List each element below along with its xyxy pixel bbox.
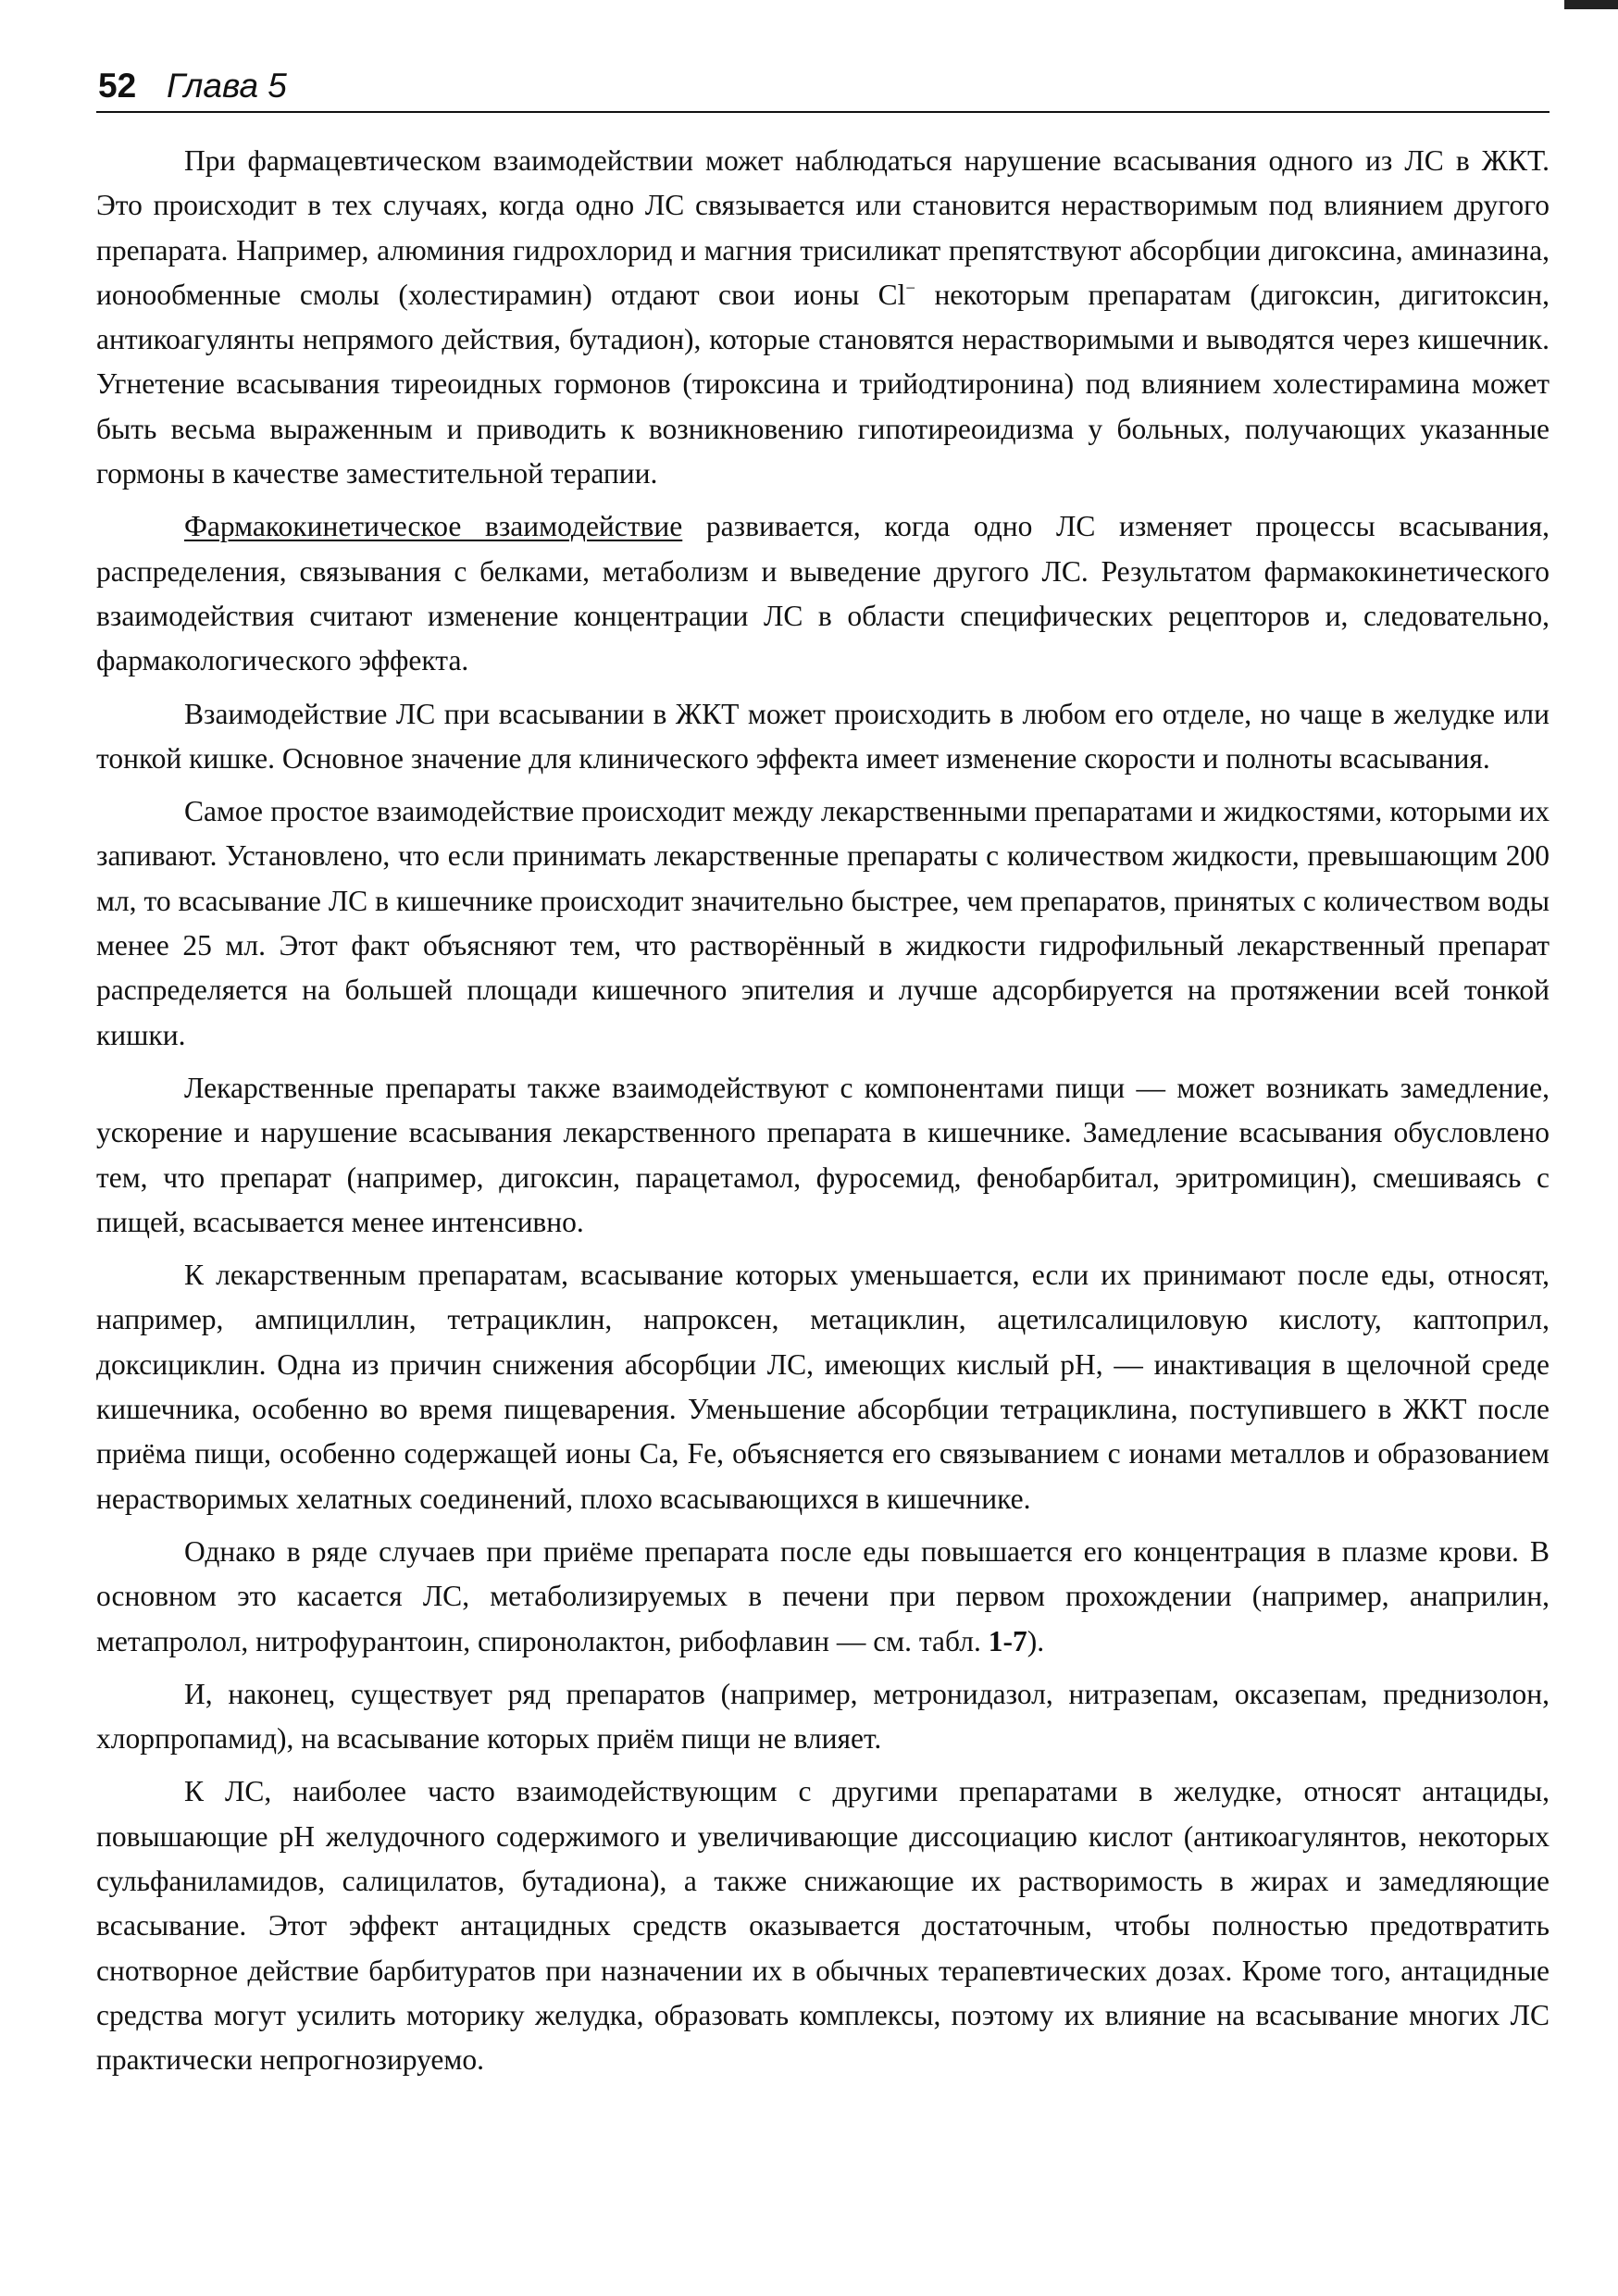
paragraph-text: Самое простое взаимодействие происходит между лекарственными препаратами и жидкостями, которыми их запивают. Установлено, что если принимать лекарственные препараты с количеством жидкости, превышающим 200 мл, то всасывание ЛС в кишечнике происходит значительно быстрее, чем препаратов, принятых с количеством воды менее 25 мл. Этот факт объясняют тем, что растворённый в жидкости гидрофильный лекарственный препарат распределяется на большей площади кишечного эпителия и лучше адсорбируется на протяжении всей тонкой кишки. (96, 795, 1550, 1051)
paragraph-pharmaceutical-interaction (96, 139, 1550, 496)
chapter-title: Глава 5 (167, 67, 287, 105)
chloride-charge-superscript: − (905, 279, 916, 299)
paragraph-antacids (96, 1769, 1550, 2082)
paragraph-text: К лекарственным препаратам, всасывание которых уменьшается, если их принимают после еды, относят, например, ампициллин, тетрациклин, напроксен, метациклин, ацетилсалициловую кислоту, каптоприл, доксициклин. Одна из причин снижения абсорбции ЛС, имеющих кислый pH, — инактивация в щелочной среде кишечника, особенно во время пищеварения. Уменьшение абсорбции тетрациклина, поступившего в ЖКТ после приёма пищи, особенно содержащей ионы Ca, Fe, объясняется его связыванием с ионами металлов и образованием нерастворимых хелатных соединений, плохо всасывающихся в кишечнике. (96, 1259, 1550, 1515)
table-reference: 1-7 (988, 1624, 1027, 1657)
paragraph-text: К ЛС, наиболее часто взаимодействующим с другими препаратами в желудке, относят антациды, повышающие pH желудочного содержимого и увеличивающие диссоциацию кислот (антикоагулянтов, некоторых сульфаниламидов, салицилатов, бутадиона), а также снижающие их растворимость в жирах и замедляющие всасывание. Этот эффект антацидных средств оказывается достаточным, чтобы полностью предотвратить снотворное действие барбитуратов при назначении их в обычных терапевтических дозах. Кроме того, антацидные средства могут усилить моторику желудка, образовать комплексы, поэтому их влияние на всасывание многих ЛС практически непрогнозируемо. (96, 1775, 1550, 2077)
paragraph-text-end: ). (1027, 1624, 1045, 1657)
paragraph-no-food-effect (96, 1672, 1550, 1762)
body-text (96, 139, 1550, 2091)
term-underlined: Фармакокинетическое взаимодействие (184, 510, 683, 543)
paragraph-text-continued: некоторым препаратам (дигоксин, дигитоксин, антикоагулянты непрямого действия, бутадион), которые становятся нерастворимыми и выводятся через кишечник. Угнетение всасывания тиреоидных гормонов (тироксина и трийодтиронина) под влиянием холестирамина может быть весьма выраженным и приводить к возникновению гипотиреоидизма у больных, получающих указанные гормоны в качестве заместительной терапии. (96, 278, 1550, 490)
paragraph-absorption-gi (96, 692, 1550, 782)
paragraph-text: И, наконец, существует ряд препаратов (например, метронидазол, нитразепам, оксазепам, преднизолон, хлорпропамид), на всасывание которых приём пищи не влияет. (96, 1677, 1550, 1756)
page-number: 52 (98, 67, 137, 105)
page-header (96, 59, 1550, 113)
paragraph-text: Лекарственные препараты также взаимодействуют с компонентами пищи — может возникать замедление, ускорение и нарушение всасывания лекарственного препарата в кишечнике. Замедление всасывания обусловлено тем, что препарат (например, дигоксин, парацетамол, фуросемид, фенобарбитал, эритромицин), смешиваясь с пищей, всасывается менее интенсивно. (96, 1071, 1550, 1238)
paragraph-increased-concentration (96, 1530, 1550, 1664)
paragraph-text: Взаимодействие ЛС при всасывании в ЖКТ может происходить в любом его отделе, но чаще в желудке или тонкой кишке. Основное значение для клинического эффекта имеет изменение скорости и полноты всасывания. (96, 697, 1550, 775)
paragraph-fluids (96, 789, 1550, 1058)
paragraph-food-components (96, 1066, 1550, 1245)
paragraph-text: Однако в ряде случаев при приёме препарата после еды повышается его концентрация в плазме крови. В основном это касается ЛС, метаболизируемых в печени при первом прохождении (например, анаприлин, метапролол, нитрофурантоин, спиронолактон, рибофлавин — см. табл. (96, 1534, 1550, 1657)
paragraph-text: развивается, когда одно ЛС изменяет процессы всасывания, распределения, связывания с белками, метаболизм и выведение другого ЛС. Результатом фармакокинетического взаимодействия считают изменение концентрации ЛС в области специфических рецепторов и, следовательно, фармакологического эффекта. (96, 510, 1550, 677)
paragraph-text: При фармацевтическом взаимодействии может наблюдаться нарушение всасывания одного из ЛС в ЖКТ. Это происходит в тех случаях, когда одно ЛС связывается или становится нерастворимым под влиянием другого препарата. Например, алюминия гидрохлорид и магния трисиликат препятствуют абсорбции дигоксина, аминазина, ионообменные смолы (холестирамин) отдают свои ионы Cl (96, 144, 1550, 311)
page-edge-mark (1564, 0, 1618, 9)
paragraph-pharmacokinetic-interaction (96, 504, 1550, 683)
paragraph-reduced-absorption (96, 1253, 1550, 1521)
